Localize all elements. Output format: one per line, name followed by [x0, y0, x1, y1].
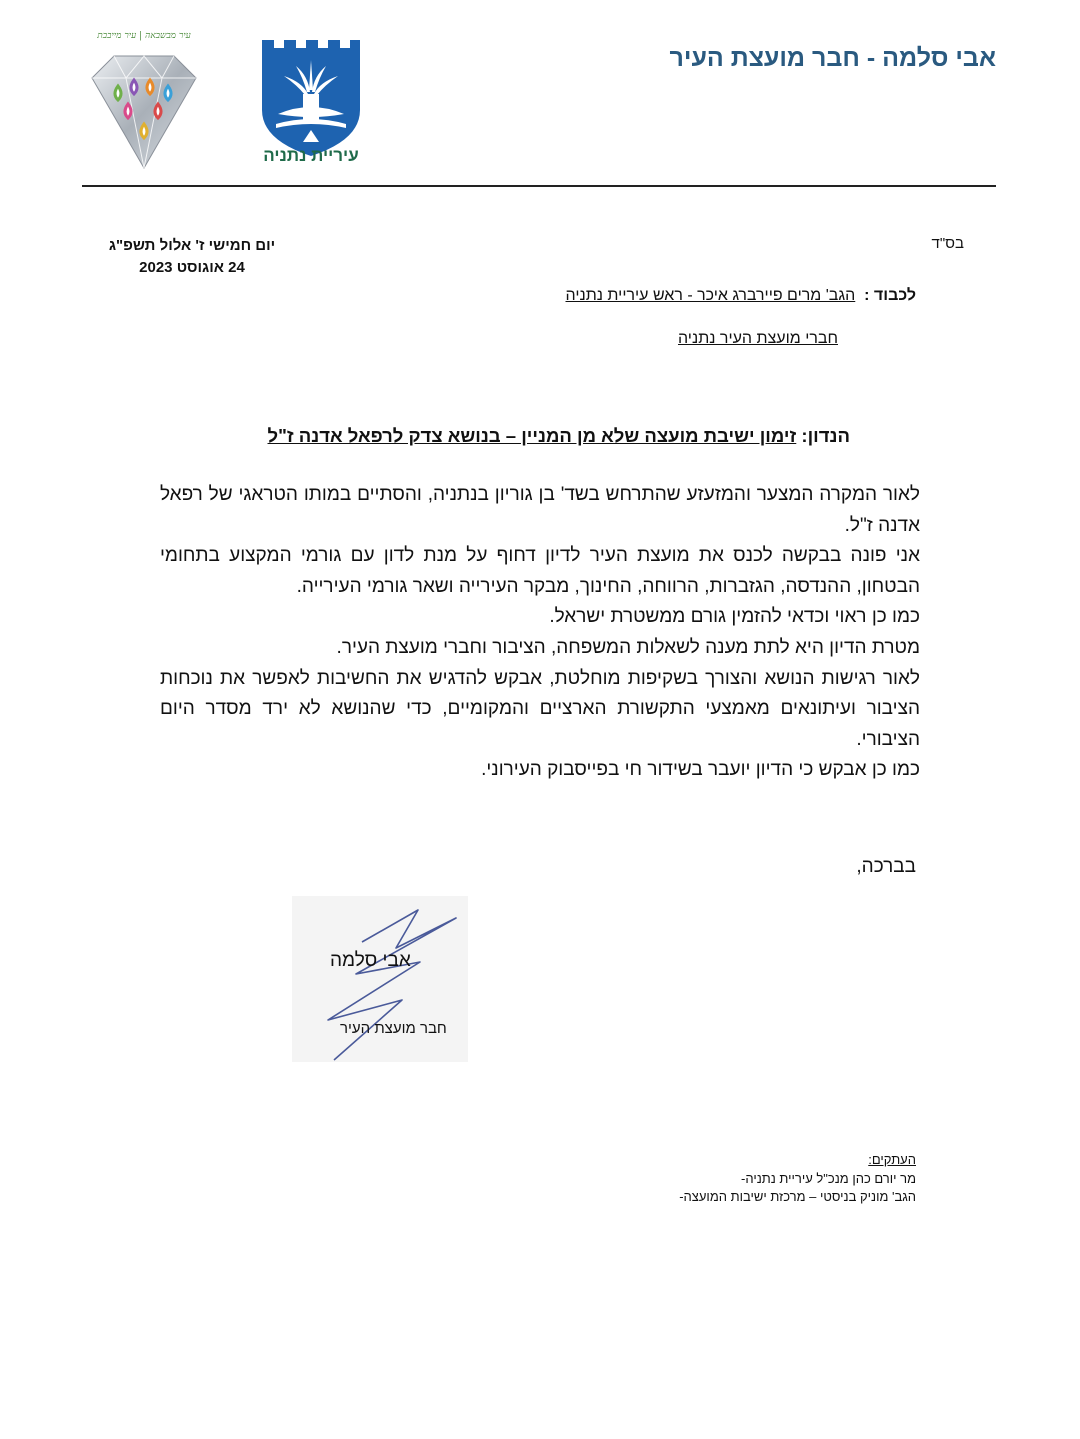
subject-text: זימון ישיבת מועצה שלא מן המניין – בנושא צדק לרפאל אדנה ז"ל [267, 425, 797, 446]
cc-item: מר יורם כהן מנכ"ל עיריית נתניה- [741, 1171, 916, 1186]
body-paragraph: לאור המקרה המצער והמזעזע שהתרחש בשד' בן גוריון בנתניה, והסתיים במותו הטראגי של רפאל אדנה ז"ל. [160, 484, 920, 536]
addressee-secondary: חברי מועצת העיר נתניה [677, 330, 838, 347]
date-block [86, 235, 298, 279]
diamond-party-logo [82, 28, 206, 174]
netanya-logo-label: עיריית נתניה [263, 146, 359, 165]
body-paragraph: לאור רגישות הנושא והצורך בשקיפות מוחלטת, אבקש להדגיש את החשיבות לאפשר את נוכחות הציבור ועיתונאים מאמצעי התקשורת הארציים והמקומיים, כדי שהנושא לא ירד מסדר היום הציבורי. [160, 667, 920, 750]
addressee-line-1 [566, 287, 917, 305]
bsd-mark: בס"ד [931, 235, 964, 252]
body-paragraph: מטרת הדיון היא לתת מענה לשאלות המשפחה, הציבור וחברי מועצת העיר. [336, 636, 920, 658]
cc-title: העתקים: [868, 1152, 916, 1167]
header-divider [82, 185, 996, 187]
closing-greeting: בברכה, [856, 856, 916, 877]
body-paragraph: אני פונה בבקשה לכנס את מועצת העיר לדיון דחוף על מנת לדון עם גורמי המקצוע בתחומי הבטחון, ההנדסה, הגזברות, הרווחה, החינוך, מבקר העירייה ושאר גורמי העירייה. [160, 545, 920, 597]
addressee-primary: הגב' מרים פיירברג איכר - ראש עיריית נתניה [565, 287, 856, 304]
diamond-logo-tagline: עיר מבשבאה | עיר מייבבת [97, 31, 191, 41]
cc-list [650, 1170, 916, 1206]
signature-name: אבי סלמה [330, 950, 411, 971]
letter-body [160, 480, 920, 786]
cc-item: הגב' מוניק בניסטי – מרכזת ישיבות המועצה- [679, 1189, 916, 1204]
body-paragraph: כמו כן ראוי וכדאי להזמין גורם ממשטרת ישראל. [549, 606, 920, 628]
subject-label: הנדון: [801, 425, 850, 446]
signature-title: חבר מועצת העיר [340, 1020, 447, 1037]
addressee-label: לכבוד : [864, 287, 916, 304]
page-title: אבי סלמה - חבר מועצת העיר [669, 44, 996, 72]
addressee-line-2 [678, 330, 838, 348]
body-paragraph: כמו כן אבקש כי הדיון יועבר בשידור חי בפייסבוק העירוני. [481, 759, 920, 781]
gregorian-date: 24 אוגוסט 2023 [139, 259, 245, 276]
subject-line [268, 425, 851, 447]
hebrew-date: יום חמישי ז' אלול תשפ"ג [108, 237, 276, 254]
signature-scribble [300, 900, 470, 1070]
